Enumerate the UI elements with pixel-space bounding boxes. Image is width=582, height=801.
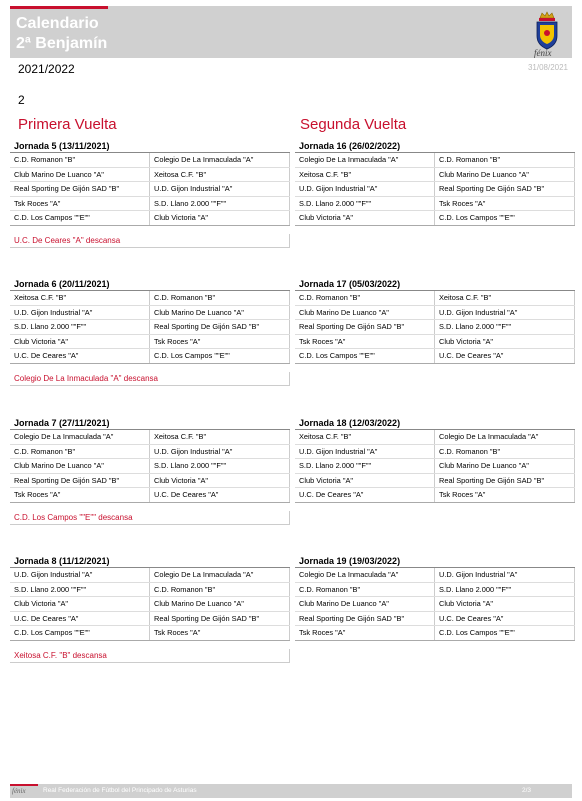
away-team: Club Victoria "A" <box>435 597 575 611</box>
home-team: Tsk Roces "A" <box>295 626 435 640</box>
away-team: Colegio De La Inmaculada "A" <box>150 153 290 167</box>
away-team: S.D. Llano 2.000 ""F"" <box>150 197 290 211</box>
match-row <box>10 211 290 226</box>
away-team: C.D. Romanon "B" <box>150 583 290 597</box>
footer-logo-text: fénix <box>12 787 26 795</box>
home-team: Club Victoria "A" <box>10 597 150 611</box>
away-team: Real Sporting De Gijón SAD "B" <box>150 320 290 334</box>
jornada-title: Jornada 18 (12/03/2022) <box>295 416 575 430</box>
home-team: Colegio De La Inmaculada "A" <box>10 430 150 444</box>
home-team: Club Marino De Luanco "A" <box>295 306 435 320</box>
home-team: U.C. De Ceares "A" <box>295 488 435 502</box>
logo-text: fénix <box>534 48 552 58</box>
home-team: Tsk Roces "A" <box>10 197 150 211</box>
away-team: Real Sporting De Gijón SAD "B" <box>435 182 575 196</box>
match-row <box>10 168 290 183</box>
match-row <box>295 583 575 598</box>
match-row <box>10 291 290 306</box>
match-row <box>10 306 290 321</box>
home-team: Club Marino De Luanco "A" <box>10 168 150 182</box>
away-team: S.D. Llano 2.000 ""F"" <box>435 320 575 334</box>
away-team: Xeitosa C.F. "B" <box>150 168 290 182</box>
away-team: U.D. Gijon Industrial "A" <box>435 568 575 582</box>
match-row <box>295 153 575 168</box>
home-team: Tsk Roces "A" <box>10 488 150 502</box>
home-team: Xeitosa C.F. "B" <box>10 291 150 305</box>
away-team: Club Victoria "A" <box>150 211 290 225</box>
match-row <box>295 612 575 627</box>
home-team: C.D. Romanon "B" <box>295 583 435 597</box>
away-team: U.D. Gijon Industrial "A" <box>150 182 290 196</box>
match-row <box>295 488 575 503</box>
home-team: C.D. Romanon "B" <box>10 153 150 167</box>
away-team: U.D. Gijon Industrial "A" <box>435 306 575 320</box>
match-row <box>10 197 290 212</box>
away-team: Real Sporting De Gijón SAD "B" <box>435 474 575 488</box>
rest-team-note: Colegio De La Inmaculada "A" descansa <box>10 372 290 386</box>
away-team: Tsk Roces "A" <box>435 488 575 502</box>
title-line-1: Calendario <box>16 15 99 32</box>
home-team: C.D. Los Campos ""E"" <box>10 626 150 640</box>
jornada-block <box>295 277 575 364</box>
away-team: S.D. Llano 2.000 ""F"" <box>435 583 575 597</box>
rest-team-note: U.C. De Ceares "A" descansa <box>10 234 290 248</box>
match-row <box>10 474 290 489</box>
match-row <box>10 459 290 474</box>
jornada-title: Jornada 7 (27/11/2021) <box>10 416 290 430</box>
season-label: 2021/2022 <box>18 62 75 76</box>
home-team: Colegio De La Inmaculada "A" <box>295 568 435 582</box>
jornada-block <box>10 139 290 226</box>
away-team: U.C. De Ceares "A" <box>435 349 575 363</box>
footer-organization: Real Federación de Fútbol del Principado de Asturias <box>43 787 197 794</box>
home-team: Tsk Roces "A" <box>295 335 435 349</box>
rest-team-note: C.D. Los Campos ""E"" descansa <box>10 511 290 525</box>
away-team: Real Sporting De Gijón SAD "B" <box>150 612 290 626</box>
home-team: Club Victoria "A" <box>295 474 435 488</box>
printed-date: 31/08/2021 <box>527 63 568 72</box>
home-team: U.D. Gijon Industrial "A" <box>295 182 435 196</box>
match-row <box>10 430 290 445</box>
home-team: Real Sporting De Gijón SAD "B" <box>295 612 435 626</box>
home-team: C.D. Los Campos ""E"" <box>295 349 435 363</box>
jornada-title: Jornada 16 (26/02/2022) <box>295 139 575 153</box>
home-team: Xeitosa C.F. "B" <box>295 430 435 444</box>
match-row <box>295 626 575 641</box>
match-row <box>10 153 290 168</box>
match-row <box>295 430 575 445</box>
home-team: U.D. Gijon Industrial "A" <box>10 306 150 320</box>
jornada-title: Jornada 6 (20/11/2021) <box>10 277 290 291</box>
home-team: Real Sporting De Gijón SAD "B" <box>10 474 150 488</box>
home-team: Xeitosa C.F. "B" <box>295 168 435 182</box>
home-team: S.D. Llano 2.000 ""F"" <box>295 459 435 473</box>
match-row <box>295 335 575 350</box>
jornada-block <box>10 416 290 503</box>
away-team: Club Marino De Luanco "A" <box>435 459 575 473</box>
match-row <box>10 488 290 503</box>
match-row <box>295 474 575 489</box>
match-row <box>295 349 575 364</box>
jornada-block <box>295 139 575 226</box>
home-team: C.D. Romanon "B" <box>10 445 150 459</box>
match-row <box>295 568 575 583</box>
away-team: Club Victoria "A" <box>150 474 290 488</box>
match-row <box>295 320 575 335</box>
match-row <box>10 583 290 598</box>
match-row <box>295 182 575 197</box>
home-team: U.C. De Ceares "A" <box>10 612 150 626</box>
away-team: U.D. Gijon Industrial "A" <box>150 445 290 459</box>
away-team: C.D. Romanon "B" <box>150 291 290 305</box>
home-team: U.D. Gijon Industrial "A" <box>295 445 435 459</box>
header-accent <box>10 6 108 9</box>
away-team: Colegio De La Inmaculada "A" <box>150 568 290 582</box>
jornada-block <box>295 416 575 503</box>
rest-team-note: Xeitosa C.F. "B" descansa <box>10 649 290 663</box>
home-team: U.C. De Ceares "A" <box>10 349 150 363</box>
primera-vuelta-heading: Primera Vuelta <box>18 116 117 133</box>
home-team: S.D. Llano 2.000 ""F"" <box>295 197 435 211</box>
segunda-vuelta-heading: Segunda Vuelta <box>300 116 407 133</box>
away-team: C.D. Los Campos ""E"" <box>435 211 575 225</box>
match-row <box>10 445 290 460</box>
match-row <box>295 197 575 212</box>
away-team: Club Victoria "A" <box>435 335 575 349</box>
home-team: Club Victoria "A" <box>10 335 150 349</box>
page-title <box>16 14 107 54</box>
match-row <box>295 459 575 474</box>
match-row <box>10 568 290 583</box>
home-team: C.D. Los Campos ""E"" <box>10 211 150 225</box>
match-row <box>10 320 290 335</box>
away-team: C.D. Romanon "B" <box>435 153 575 167</box>
away-team: U.C. De Ceares "A" <box>435 612 575 626</box>
away-team: Club Marino De Luanco "A" <box>150 597 290 611</box>
jornada-block <box>295 554 575 641</box>
home-team: Club Marino De Luanco "A" <box>10 459 150 473</box>
away-team: Club Marino De Luanco "A" <box>150 306 290 320</box>
match-row <box>295 211 575 226</box>
away-team: Xeitosa C.F. "B" <box>150 430 290 444</box>
jornada-title: Jornada 17 (05/03/2022) <box>295 277 575 291</box>
away-team: C.D. Los Campos ""E"" <box>435 626 575 640</box>
away-team: Tsk Roces "A" <box>435 197 575 211</box>
match-row <box>10 626 290 641</box>
away-team: Xeitosa C.F. "B" <box>435 291 575 305</box>
away-team: C.D. Romanon "B" <box>435 445 575 459</box>
away-team: Tsk Roces "A" <box>150 626 290 640</box>
jornada-title: Jornada 5 (13/11/2021) <box>10 139 290 153</box>
away-team: Colegio De La Inmaculada "A" <box>435 430 575 444</box>
away-team: U.C. De Ceares "A" <box>150 488 290 502</box>
match-row <box>10 349 290 364</box>
match-row <box>295 168 575 183</box>
home-team: Club Marino De Luanco "A" <box>295 597 435 611</box>
match-row <box>295 306 575 321</box>
footer-page-number: 2/3 <box>522 787 532 794</box>
home-team: S.D. Llano 2.000 ""F"" <box>10 583 150 597</box>
home-team: Real Sporting De Gijón SAD "B" <box>295 320 435 334</box>
home-team: S.D. Llano 2.000 ""F"" <box>10 320 150 334</box>
home-team: U.D. Gijon Industrial "A" <box>10 568 150 582</box>
away-team: C.D. Los Campos ""E"" <box>150 349 290 363</box>
page-indicator: 2 <box>18 93 25 107</box>
home-team: Colegio De La Inmaculada "A" <box>295 153 435 167</box>
match-row <box>10 612 290 627</box>
match-row <box>295 291 575 306</box>
home-team: Club Victoria "A" <box>295 211 435 225</box>
match-row <box>295 597 575 612</box>
jornada-title: Jornada 19 (19/03/2022) <box>295 554 575 568</box>
away-team: S.D. Llano 2.000 ""F"" <box>150 459 290 473</box>
jornada-title: Jornada 8 (11/12/2021) <box>10 554 290 568</box>
jornada-block <box>10 554 290 641</box>
away-team: Club Marino De Luanco "A" <box>435 168 575 182</box>
jornada-block <box>10 277 290 364</box>
match-row <box>10 597 290 612</box>
footer-accent <box>10 784 38 786</box>
home-team: C.D. Romanon "B" <box>295 291 435 305</box>
match-row <box>295 445 575 460</box>
match-row <box>10 335 290 350</box>
home-team: Real Sporting De Gijón SAD "B" <box>10 182 150 196</box>
title-line-2: 2ª Benjamín <box>16 35 108 52</box>
away-team: Tsk Roces "A" <box>150 335 290 349</box>
match-row <box>10 182 290 197</box>
